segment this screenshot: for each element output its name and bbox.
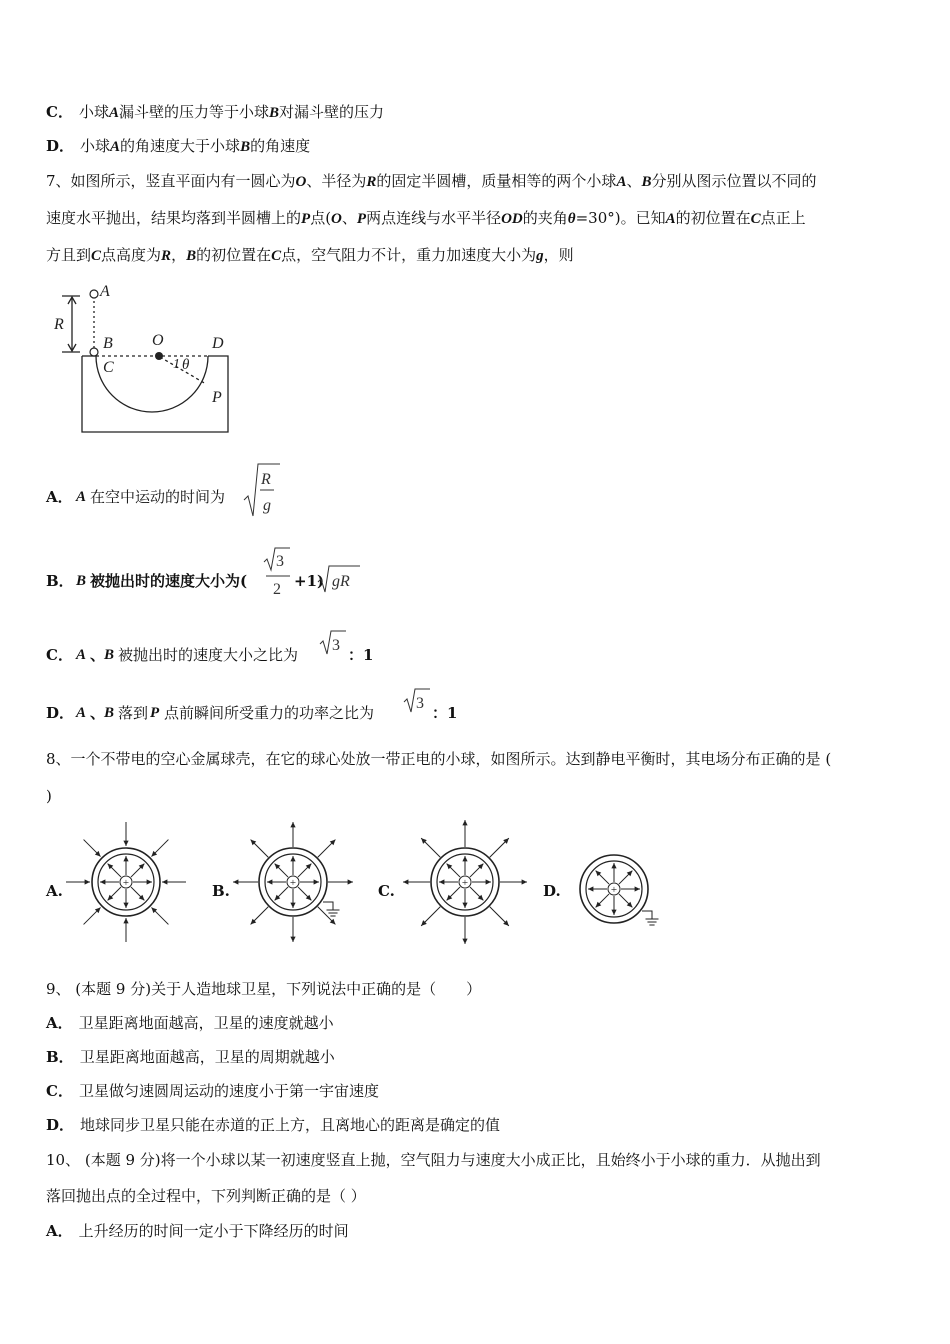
svg-text:g: g: [263, 497, 271, 514]
outer-field-line-head: [403, 879, 408, 884]
label-a: A: [100, 283, 110, 300]
label-b: B: [103, 335, 113, 352]
inner-field-line-head: [290, 903, 295, 908]
outer-field-line-head: [522, 879, 527, 884]
q8-option-c-label: C.: [378, 882, 395, 900]
inner-field-line-head: [314, 879, 319, 884]
q8-option-a-label: A.: [46, 882, 63, 900]
inner-field-line-head: [267, 879, 272, 884]
inner-field-line-head: [462, 903, 467, 908]
q10-stem-line1: 10、 (本题 9 分)将一个小球以某一初速度竖直上抛，空气阻力与速度大小成正比，且始终小于小球的重力．从抛出到: [46, 1151, 821, 1169]
label-d: D: [212, 335, 224, 352]
inner-field-line-head: [635, 886, 640, 891]
q9-stem: 9、 (本题 9 分)关于人造地球卫星，下列说法中正确的是（ ）: [46, 980, 482, 998]
label-o: O: [152, 332, 164, 349]
q6-option-c: C． 小球A漏斗壁的压力等于小球B对漏斗壁的压力: [46, 103, 385, 121]
outer-field-line-head: [290, 822, 295, 827]
inner-field-line-head: [123, 903, 128, 908]
inner-field-line-head: [611, 910, 616, 915]
inner-field-line-head: [439, 879, 444, 884]
q7-semicircle-figure: [46, 282, 246, 438]
svg-text:gR: gR: [332, 573, 350, 590]
q9-option-a: A． 卫星距离地面越高，卫星的速度就越小: [46, 1014, 334, 1032]
label-one: 1: [173, 357, 180, 372]
outer-field-line-head: [85, 879, 90, 884]
field-diagram-d: [570, 845, 670, 935]
charge-plus: +: [610, 884, 618, 896]
label-c: C: [103, 359, 114, 376]
label-r: R: [54, 316, 64, 333]
outer-field-line-head: [233, 879, 238, 884]
q9-option-c: C． 卫星做匀速圆周运动的速度小于第一宇宙速度: [46, 1082, 379, 1100]
q7-stem-line2: 速度水平抛出，结果均落到半圆槽上的P点(O、P两点连线与水平半径OD的夹角θ=30°)。已知A的初位置在C点正上: [46, 209, 806, 227]
charge-plus: +: [461, 877, 469, 889]
inner-field-line-head: [588, 886, 593, 891]
label-theta: θ: [182, 357, 190, 373]
inner-field-line-head: [462, 856, 467, 861]
ground-wire: [323, 902, 333, 910]
ball-b: [90, 348, 98, 356]
inner-field-line-head: [486, 879, 491, 884]
q10-option-a: A． 上升经历的时间一定小于下降经历的时间: [46, 1222, 349, 1240]
center-o: [155, 352, 163, 360]
outer-field-line-head: [462, 820, 467, 825]
svg-text:2: 2: [273, 581, 281, 598]
q7-stem-line3: 方且到C点高度为R，B的初位置在C点，空气阻力不计，重力加速度大小为g，则: [46, 246, 574, 264]
inner-field-line-head: [611, 863, 616, 868]
inner-field-line-head: [123, 856, 128, 861]
charge-plus: +: [289, 877, 297, 889]
outer-field-line-head: [290, 937, 295, 942]
q7-stem-line1: 7、如图所示，竖直平面内有一圆心为O、半径为R的固定半圆槽，质量相等的两个小球A、B分别从图示位置以不同的: [46, 172, 817, 190]
label-p: P: [212, 389, 222, 406]
sqrt3-c: [318, 628, 348, 660]
inner-field-line-head: [147, 879, 152, 884]
sqrt-gr: [316, 562, 362, 596]
outer-field-line-head: [462, 939, 467, 944]
outer-field-line-head: [123, 841, 128, 846]
q9-option-b: B． 卫星距离地面越高，卫星的周期就越小: [46, 1048, 335, 1066]
ground-wire: [642, 911, 652, 919]
svg-text:R: R: [261, 471, 271, 488]
svg-text:3: 3: [416, 695, 424, 712]
field-diagram-a: [66, 822, 186, 942]
q8-stem-line2: ): [46, 787, 52, 805]
field-diagram-b: [233, 822, 353, 942]
q10-stem-line2: 落回抛出点的全过程中，下列判断正确的是（ ）: [46, 1187, 366, 1205]
ball-a: [90, 290, 98, 298]
outer-field-line-head: [162, 879, 167, 884]
q8-option-b-label: B.: [212, 882, 230, 900]
sqrt3-d: [402, 686, 432, 718]
sqrt3-over-2: [260, 546, 294, 602]
q8-option-d-label: D.: [543, 882, 561, 900]
outer-field-line-head: [348, 879, 353, 884]
q6-option-d: D． 小球A的角速度大于小球B的角速度: [46, 137, 311, 155]
field-diagram-c: [403, 820, 527, 944]
sqrt-r-over-g: [242, 462, 282, 518]
svg-text:3: 3: [332, 637, 340, 654]
q8-stem-line1: 8、一个不带电的空心金属球壳，在它的球心处放一带正电的小球，如图所示。达到静电平衡时，其电场分布正确的是 (: [46, 750, 832, 768]
inner-field-line-head: [290, 856, 295, 861]
q9-option-d: D． 地球同步卫星只能在赤道的正上方，且离地心的距离是确定的值: [46, 1116, 501, 1134]
svg-text:3: 3: [276, 553, 284, 570]
charge-plus: +: [122, 877, 130, 889]
outer-field-line-head: [123, 918, 128, 923]
inner-field-line-head: [100, 879, 105, 884]
